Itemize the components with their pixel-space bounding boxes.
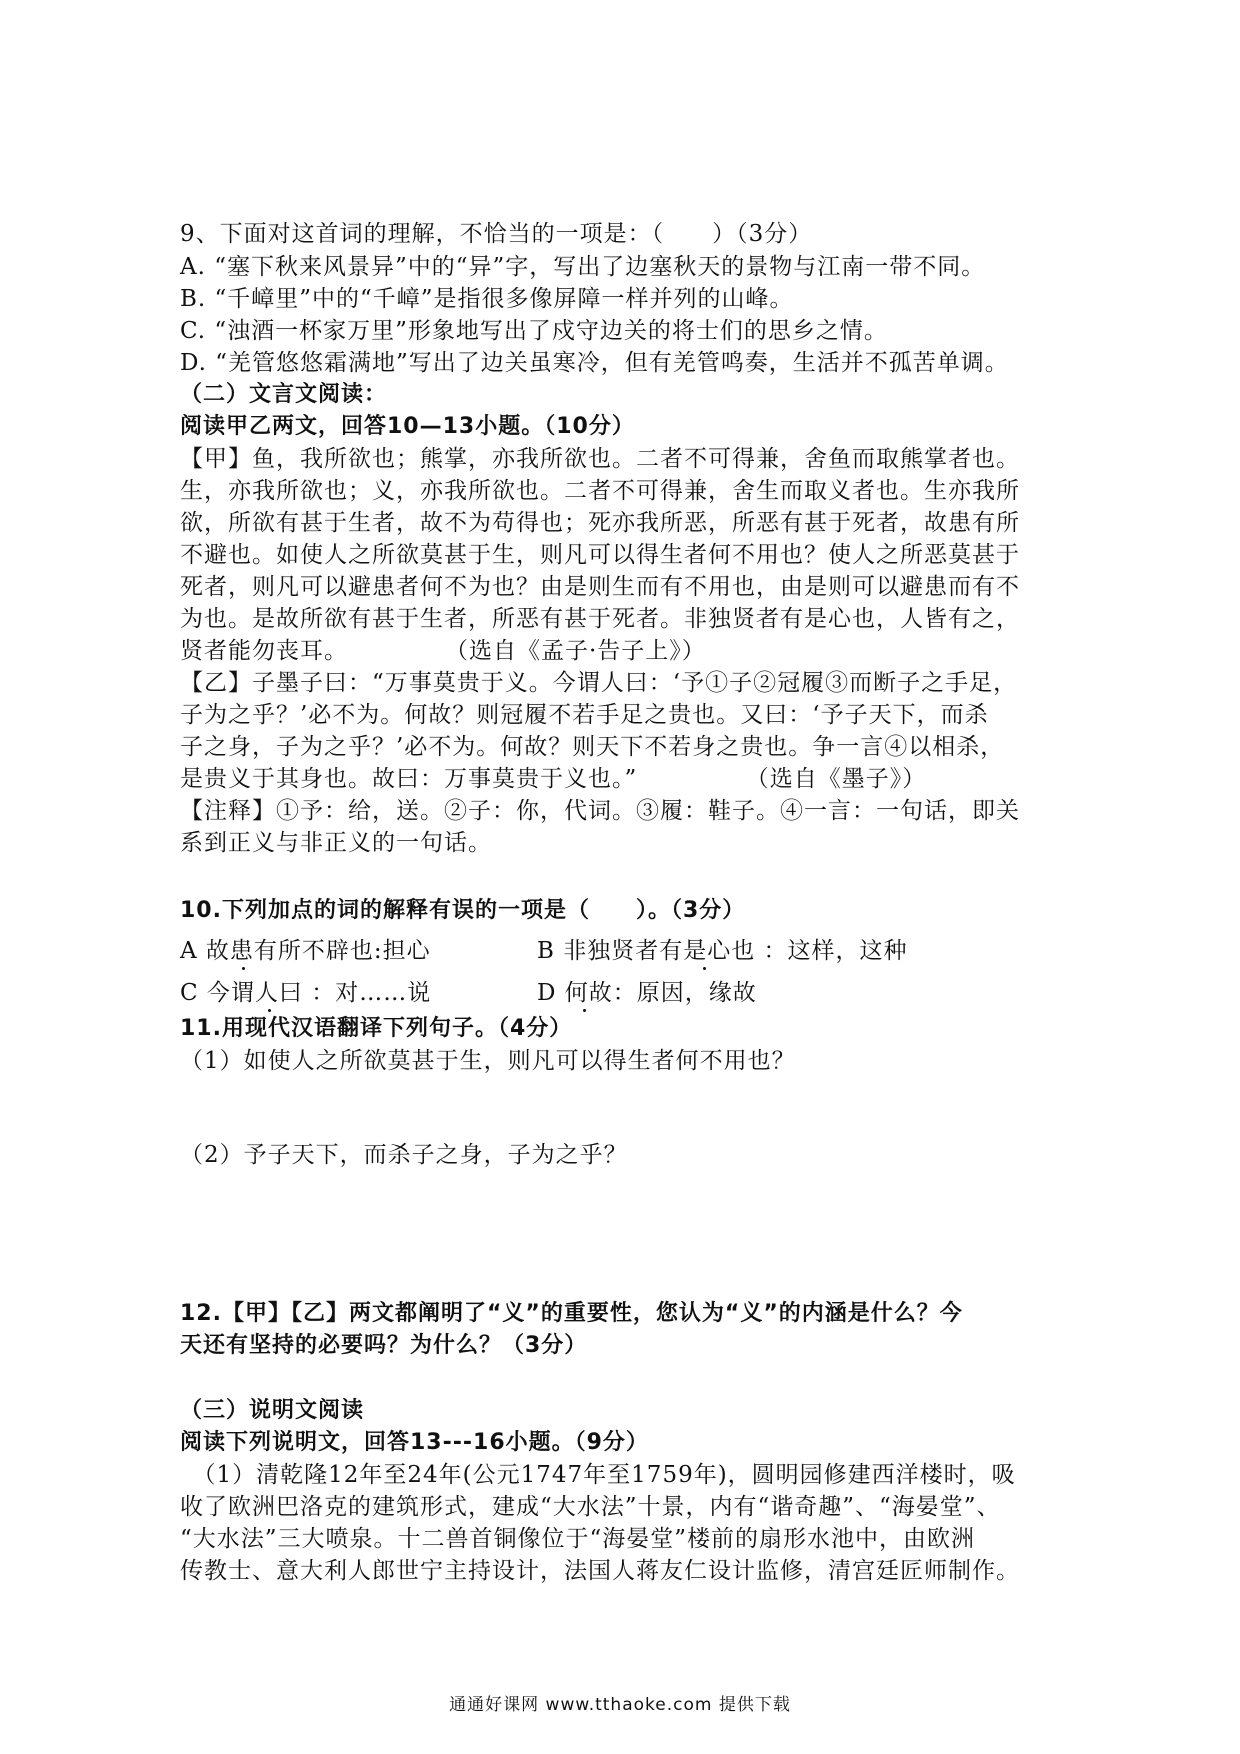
- section2-instruction: 阅读甲乙两文，回答10—13小题。（10分）: [180, 414, 635, 439]
- q10-stem: 10.下列加点的词的解释有误的一项是（ ）。（3分）: [180, 898, 746, 923]
- q12-line: 天还有坚持的必要吗？为什么？（3分）: [180, 1333, 588, 1358]
- emphasis-dot: [583, 1009, 586, 1012]
- expository-line: （1）清乾隆12年至24年(公元1747年至1759年)，圆明园修建西洋楼时，吸: [180, 1462, 1016, 1488]
- passage-yi-line: 子为之乎？’必不为。何故？则冠履不若手足之贵也。又曰：‘予子天下，而杀: [180, 702, 989, 728]
- q9-option-a: A. “塞下秋来风景异”中的“异”字，写出了边塞秋天的景物与江南一带不同。: [180, 254, 986, 280]
- q11-sentence-2: （2）予子天下，而杀子之身，子为之乎？: [180, 1142, 628, 1168]
- section2-heading: （二）文言文阅读：: [180, 382, 388, 407]
- q9-option-b: B. “千嶂里”中的“千嶂”是指很多像屏障一样并列的山峰。: [180, 286, 794, 312]
- passage-jia-line: 贤者能勿丧耳。 （选自《孟子·告子上》）: [180, 638, 706, 664]
- passage-yi-line: 子之身，子为之乎？’必不为。何故？则天下不若身之贵也。争一言④以相杀，: [180, 734, 1005, 760]
- passage-jia-line: 为也。是故所欲有甚于生者，所恶有甚于死者。非独贤者有是心也，人皆有之，: [180, 606, 1020, 632]
- q9-option-c: C. “浊酒一杯家万里”形象地写出了戍守边关的将士们的思乡之情。: [180, 318, 888, 344]
- notes-line: 【注释】①予：给，送。②子：你，代词。③履：鞋子。④一言：一句话，即关: [180, 798, 1020, 824]
- passage-yi-line: 【乙】子墨子曰：“万事莫贵于义。今谓人曰：‘予①子②冠履③而断子之手足，: [180, 670, 1018, 696]
- page-footer: 通通好课网 www.tthaoke.com 提供下载: [449, 1695, 791, 1715]
- expository-line: 收了欧洲巴洛克的建筑形式，建成“大水法”十景，内有“谐奇趣”、“海晏堂”、: [180, 1494, 1001, 1520]
- q10-option-b: B 非独贤者有是心也 ：这样，这种: [537, 938, 908, 964]
- q9-stem: 9、下面对这首词的理解，不恰当的一项是：（ ）（3分）: [180, 221, 813, 247]
- section3-heading: （三）说明文阅读: [180, 1398, 365, 1423]
- passage-jia-line: 【甲】鱼，我所欲也；熊掌，亦我所欲也。二者不可得兼，舍鱼而取熊掌者也。: [180, 446, 1020, 472]
- expository-line: “大水法”三大喷泉。十二兽首铜像位于“海晏堂”楼前的扇形水池中，由欧洲: [180, 1526, 976, 1552]
- q10-option-c: C 今谓人曰 ：对……说: [180, 980, 432, 1006]
- q11-stem: 11.用现代汉语翻译下列句子。（4分）: [180, 1016, 573, 1041]
- passage-yi-line: 是贵义于其身也。故曰：万事莫贵于义也。” （选自《墨子》）: [180, 766, 927, 792]
- passage-jia-line: 欲，所欲有甚于生者，故不为苟得也；死亦我所恶，所恶有甚于死者，故患有所: [180, 510, 1020, 536]
- q10-option-d: D 何故：原因，缘故: [537, 980, 757, 1006]
- q9-option-d: D. “羌管悠悠霜满地”写出了边关虽寒冷，但有羌管鸣奏，生活并不孤苦单调。: [180, 350, 1009, 376]
- q10-option-a: A 故患有所不辟也:担心: [180, 938, 431, 964]
- passage-jia-line: 不避也。如使人之所欲莫甚于生，则凡可以得生者何不用也？使人之所恶莫甚于: [180, 542, 1020, 568]
- passage-jia-line: 死者，则凡可以避患者何不为也？由是则生而有不用也，由是则可以避患而有不: [180, 574, 1020, 600]
- emphasis-dot: [242, 967, 245, 970]
- emphasis-dot: [703, 967, 706, 970]
- section3-instruction: 阅读下列说明文，回答13---16小题。（9分）: [180, 1430, 649, 1455]
- notes-line: 系到正义与非正义的一句话。: [180, 830, 492, 856]
- expository-line: 传教士、意大利人郎世宁主持设计，法国人蒋友仁设计监修，清宫廷匠师制作。: [180, 1558, 1020, 1584]
- q11-sentence-1: （1）如使人之所欲莫甚于生，则凡可以得生者何不用也？: [180, 1048, 796, 1074]
- q12-line: 12.【甲】【乙】两文都阐明了“义”的重要性，您认为“义”的内涵是什么？今: [180, 1301, 963, 1326]
- emphasis-dot: [268, 1009, 271, 1012]
- passage-jia-line: 生，亦我所欲也；义，亦我所欲也。二者不可得兼，舍生而取义者也。生亦我所: [180, 478, 1020, 504]
